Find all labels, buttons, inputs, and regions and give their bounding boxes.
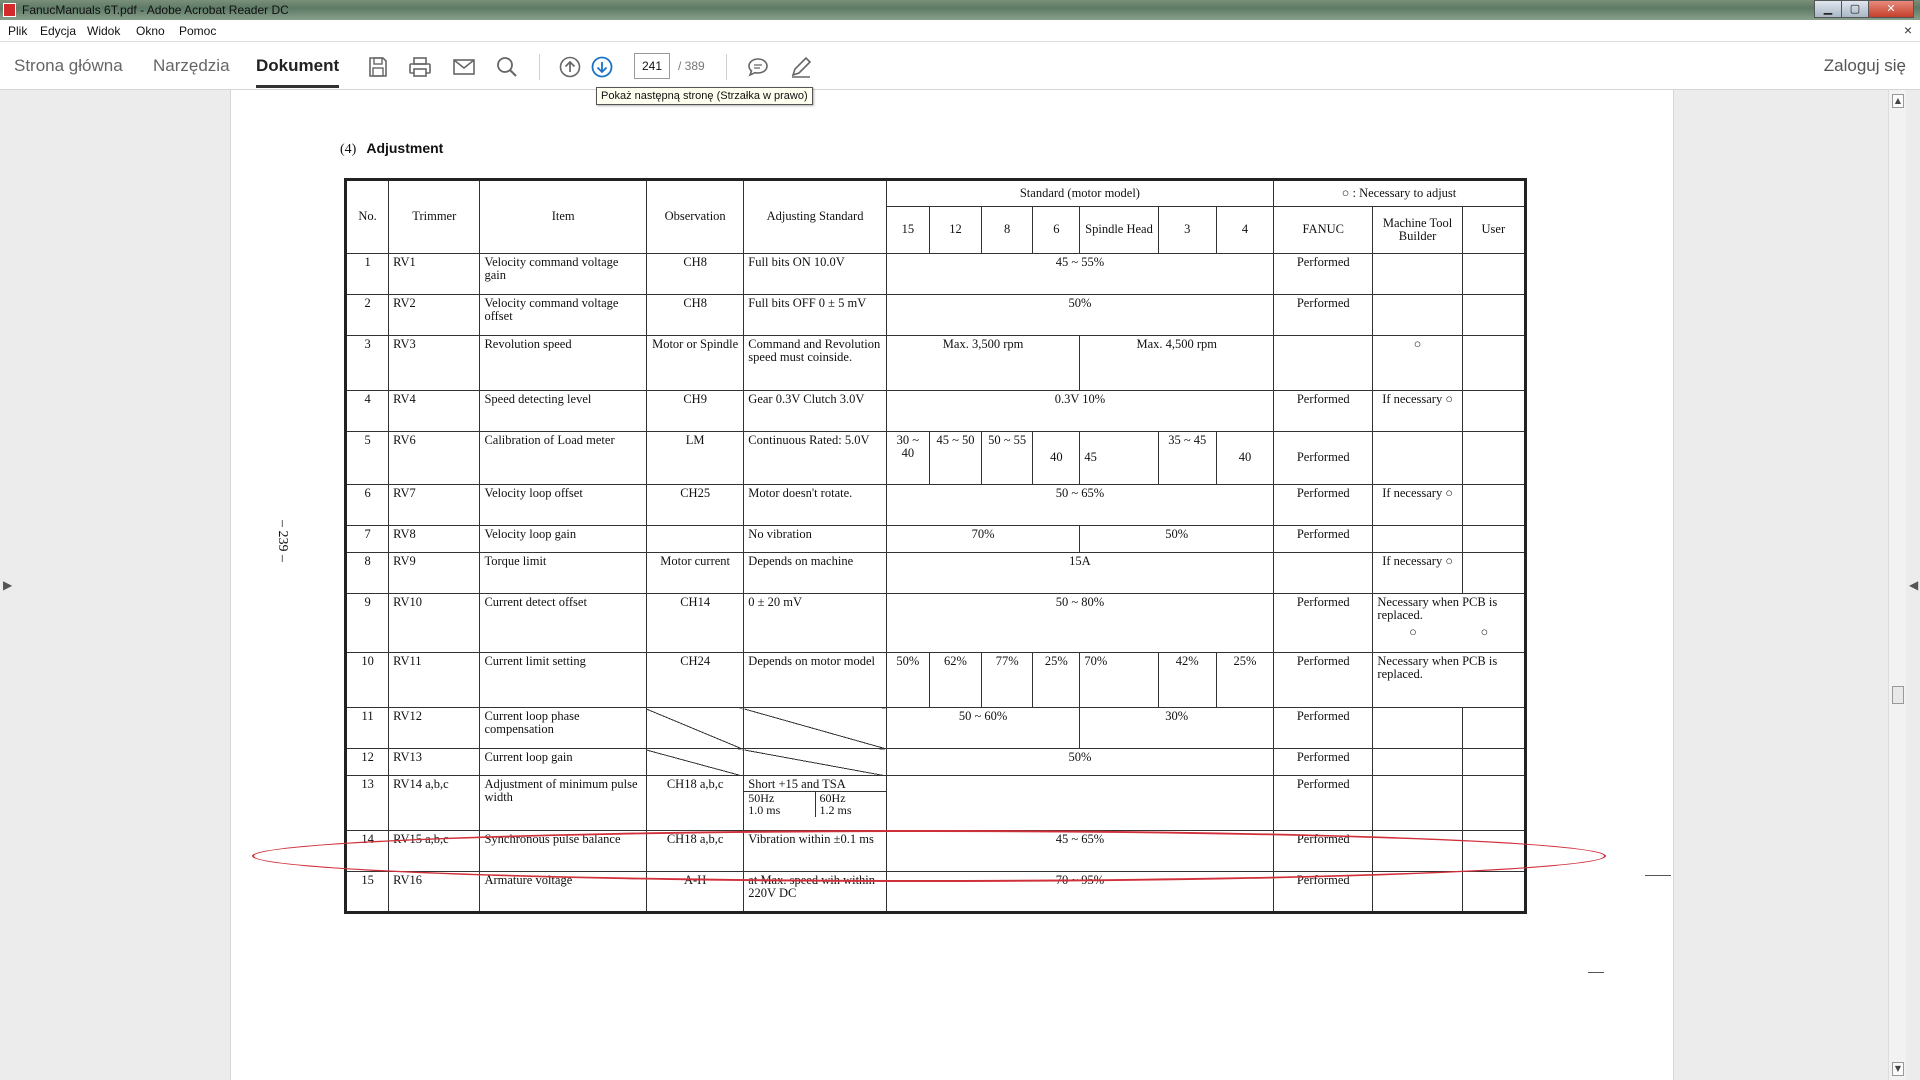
header-model-spindle-head: Spindle Head	[1080, 206, 1158, 253]
cell-mtb-user	[1373, 593, 1526, 652]
cell-value-b: Max. 4,500 rpm	[1080, 335, 1274, 390]
header-model-12: 12	[929, 206, 981, 253]
cell-value-b: 50%	[1080, 525, 1274, 552]
cell-item: Revolution speed	[480, 335, 647, 390]
tab-document[interactable]: Dokument	[256, 56, 340, 75]
cell-fanuc: Performed	[1274, 593, 1373, 652]
search-icon[interactable]	[495, 55, 519, 79]
window-title: FanucManuals 6T.pdf - Adobe Acrobat Reader DC	[22, 3, 289, 17]
cell-fanuc: Performed	[1274, 253, 1373, 294]
cell-user	[1462, 390, 1525, 431]
table-row	[346, 652, 1526, 707]
cell-observation: LM	[646, 431, 743, 484]
page-total: / 389	[678, 59, 705, 73]
cell-fanuc: Performed	[1274, 431, 1373, 484]
menu-file[interactable]: Plik	[8, 24, 28, 38]
header-model-6: 6	[1033, 206, 1080, 253]
cell-observation: Motor or Spindle	[646, 335, 743, 390]
cell-value: 50 ~ 65%	[886, 485, 1273, 526]
cell-fanuc: Performed	[1274, 871, 1373, 912]
cell-no: 1	[346, 253, 389, 294]
cell-standard: Depends on machine	[744, 552, 886, 593]
cell-model-6: 40	[1033, 431, 1080, 484]
table-row	[346, 552, 1526, 593]
cell-item: Velocity command voltage offset	[480, 294, 647, 335]
cell-no: 10	[346, 652, 389, 707]
acrobat-app-icon	[3, 3, 16, 17]
cell-trimmer: RV4	[389, 390, 480, 431]
mtb-mark: ○	[1409, 624, 1417, 639]
cell-standard: Gear 0.3V Clutch 3.0V	[744, 390, 886, 431]
cell-item: Torque limit	[480, 552, 647, 593]
cell-observation-empty	[646, 708, 743, 749]
table-row	[346, 335, 1526, 390]
section-number: (4)	[340, 142, 357, 157]
header-user: User	[1462, 206, 1525, 253]
cell-user	[1462, 871, 1525, 912]
printed-page-number: – 239 –	[275, 520, 290, 562]
cell-user	[1462, 485, 1525, 526]
cell-observation: CH14	[646, 593, 743, 652]
cell-mtb	[1373, 775, 1462, 830]
cell-value: 45 ~ 65%	[886, 830, 1273, 871]
table-row-highlighted	[346, 830, 1526, 871]
close-window-button[interactable]: ✕	[1868, 0, 1914, 18]
pcb-note: Necessary when PCB is replaced.	[1377, 594, 1498, 622]
cell-model-15: 50%	[886, 652, 929, 707]
window-titlebar	[0, 0, 1920, 20]
cell-observation: CH8	[646, 294, 743, 335]
pulse-condition: Short +15 and TSA	[744, 778, 885, 792]
cell-observation: CH18 a,b,c	[646, 775, 743, 830]
cell-no: 2	[346, 294, 389, 335]
cell-trimmer: RV14 a,b,c	[389, 775, 480, 830]
menu-help[interactable]: Pomoc	[179, 24, 217, 38]
minimize-button[interactable]: ▁	[1814, 0, 1842, 18]
cell-value-empty	[886, 775, 1273, 830]
cell-observation: Motor current	[646, 552, 743, 593]
cell-trimmer: RV13	[389, 749, 480, 776]
header-standard-motor-model: Standard (motor model)	[886, 180, 1273, 207]
cell-mtb-user: Necessary when PCB is replaced.	[1373, 652, 1526, 707]
cell-observation: CH24	[646, 652, 743, 707]
header-trimmer: Trimmer	[389, 180, 480, 254]
cell-trimmer: RV7	[389, 485, 480, 526]
cell-model-spindle-head: 45	[1080, 431, 1158, 484]
cell-value: 50 ~ 80%	[886, 593, 1273, 652]
header-model-15: 15	[886, 206, 929, 253]
cell-no: 6	[346, 485, 389, 526]
pulse-width-subtable	[744, 792, 885, 817]
cell-model-3: 42%	[1158, 652, 1216, 707]
cell-value-a: Max. 3,500 rpm	[886, 335, 1080, 390]
margin-mark	[1645, 875, 1671, 876]
cell-mtb	[1373, 708, 1462, 749]
cell-model-6: 25%	[1033, 652, 1080, 707]
cell-no: 4	[346, 390, 389, 431]
print-icon[interactable]	[408, 55, 432, 79]
cell-item: Current loop gain	[480, 749, 647, 776]
vertical-scrollbar[interactable]	[1888, 90, 1906, 1080]
header-machine-tool-builder: Machine Tool Builder	[1373, 206, 1462, 253]
table-row	[346, 253, 1526, 294]
cell-user	[1462, 335, 1525, 390]
cell-mtb	[1373, 871, 1462, 912]
header-no: No.	[346, 180, 389, 254]
adjustment-table	[344, 178, 1527, 914]
header-adjusting-standard: Adjusting Standard	[744, 180, 886, 254]
next-page-icon[interactable]	[590, 55, 614, 79]
section-heading	[340, 140, 443, 158]
table-row	[346, 294, 1526, 335]
maximize-button[interactable]: ▢	[1841, 0, 1869, 18]
cell-value: 70 ~ 95%	[886, 871, 1273, 912]
header-model-3: 3	[1158, 206, 1216, 253]
cell-observation: CH9	[646, 390, 743, 431]
scrollbar-thumb[interactable]	[1892, 686, 1904, 704]
cell-fanuc: Performed	[1274, 525, 1373, 552]
cell-mtb	[1373, 431, 1462, 484]
cell-item: Velocity command voltage gain	[480, 253, 647, 294]
cell-item: Current detect offset	[480, 593, 647, 652]
cell-fanuc: Performed	[1274, 390, 1373, 431]
cell-user	[1462, 775, 1525, 830]
cell-trimmer: RV6	[389, 431, 480, 484]
cell-observation-empty	[646, 749, 743, 776]
cell-mtb	[1373, 253, 1462, 294]
cell-user	[1462, 294, 1525, 335]
cell-user	[1462, 552, 1525, 593]
cell-trimmer: RV15 a,b,c	[389, 830, 480, 871]
cell-no: 7	[346, 525, 389, 552]
cell-no: 8	[346, 552, 389, 593]
cell-model-12: 62%	[929, 652, 981, 707]
cell-mtb	[1373, 525, 1462, 552]
cell-model-spindle-head: 70%	[1080, 652, 1158, 707]
cell-model-15: 30 ~ 40	[886, 431, 929, 484]
cell-trimmer: RV8	[389, 525, 480, 552]
cell-user	[1462, 431, 1525, 484]
cell-value: 15A	[886, 552, 1273, 593]
section-title: Adjustment	[366, 140, 444, 156]
cell-value: 50%	[886, 749, 1273, 776]
cell-trimmer: RV1	[389, 253, 480, 294]
cell-standard: Continuous Rated: 5.0V	[744, 431, 886, 484]
cell-trimmer: RV11	[389, 652, 480, 707]
cell-trimmer: RV3	[389, 335, 480, 390]
hz60-label: 60Hz	[819, 791, 846, 805]
right-panel-toggle-icon[interactable]: ◀	[1909, 578, 1919, 592]
cell-fanuc	[1274, 552, 1373, 593]
cell-mtb: If necessary ○	[1373, 552, 1462, 593]
header-observation: Observation	[646, 180, 743, 254]
menu-window[interactable]: Okno	[136, 24, 165, 38]
header-fanuc: FANUC	[1274, 206, 1373, 253]
hz50-value: 1.0 ms	[744, 804, 815, 817]
table-row	[346, 749, 1526, 776]
cell-user	[1462, 525, 1525, 552]
table-row	[346, 485, 1526, 526]
cell-value: 0.3V 10%	[886, 390, 1273, 431]
hz50-label: 50Hz	[744, 792, 815, 805]
tab-tools[interactable]: Narzędzia	[153, 56, 230, 75]
menu-bar	[0, 20, 1920, 42]
cell-item: Current loop phase compensation	[480, 708, 647, 749]
cell-trimmer: RV10	[389, 593, 480, 652]
toolbar-separator	[726, 54, 727, 80]
cell-observation: CH18 a,b,c	[646, 830, 743, 871]
next-page-tooltip: Pokaż następną stronę (Strzałka w prawo)	[596, 87, 813, 105]
header-model-4: 4	[1216, 206, 1273, 253]
cell-observation: CH25	[646, 485, 743, 526]
cell-mtb	[1373, 830, 1462, 871]
cell-standard-empty	[744, 708, 886, 749]
pen-icon[interactable]	[789, 55, 813, 79]
cell-fanuc	[1274, 335, 1373, 390]
cell-user	[1462, 708, 1525, 749]
table-row	[346, 431, 1526, 484]
cell-no: 14	[346, 830, 389, 871]
cell-user	[1462, 749, 1525, 776]
table-row	[346, 775, 1526, 830]
cell-no: 5	[346, 431, 389, 484]
cell-value-a: 50 ~ 60%	[886, 708, 1080, 749]
cell-item: Current limit setting	[480, 652, 647, 707]
cell-fanuc: Performed	[1274, 652, 1373, 707]
cell-standard: Motor doesn't rotate.	[744, 485, 886, 526]
cell-fanuc: Performed	[1274, 708, 1373, 749]
cell-mtb: If necessary ○	[1373, 390, 1462, 431]
cell-standard: Full bits ON 10.0V	[744, 253, 886, 294]
cell-item: Adjustment of minimum pulse width	[480, 775, 647, 830]
scroll-up-icon[interactable]: ▲	[1892, 94, 1904, 108]
cell-observation	[646, 525, 743, 552]
cell-mtb: If necessary ○	[1373, 485, 1462, 526]
cell-model-4: 40	[1216, 431, 1273, 484]
scroll-down-icon[interactable]: ▼	[1892, 1062, 1904, 1076]
comment-icon[interactable]	[746, 55, 770, 79]
cell-item: Armature voltage	[480, 871, 647, 912]
cell-fanuc: Performed	[1274, 775, 1373, 830]
tab-home[interactable]: Strona główna	[14, 56, 123, 75]
cell-item: Speed detecting level	[480, 390, 647, 431]
table-row	[346, 871, 1526, 912]
cell-standard-empty	[744, 749, 886, 776]
cell-observation: A-H	[646, 871, 743, 912]
table-row	[346, 708, 1526, 749]
window-controls	[1815, 0, 1914, 18]
cell-fanuc: Performed	[1274, 749, 1373, 776]
save-icon[interactable]	[366, 55, 390, 79]
header-item: Item	[480, 180, 647, 254]
cell-user	[1462, 830, 1525, 871]
cell-mtb: ○	[1373, 335, 1462, 390]
cell-standard	[744, 775, 886, 830]
cell-standard: at Max. speed wih within 220V DC	[744, 871, 886, 912]
cell-standard: Full bits OFF 0 ± 5 mV	[744, 294, 886, 335]
cell-no: 13	[346, 775, 389, 830]
cell-standard: Vibration within ±0.1 ms	[744, 830, 886, 871]
cell-user	[1462, 253, 1525, 294]
cell-model-12: 45 ~ 50	[929, 431, 981, 484]
email-icon[interactable]	[452, 55, 476, 79]
cell-observation: CH8	[646, 253, 743, 294]
header-necessary-to-adjust: ○ : Necessary to adjust	[1274, 180, 1526, 207]
table-row	[346, 593, 1526, 652]
cell-standard: No vibration	[744, 525, 886, 552]
cell-model-4: 25%	[1216, 652, 1273, 707]
cell-mtb	[1373, 749, 1462, 776]
menu-view[interactable]: Widok	[87, 24, 121, 38]
user-mark: ○	[1480, 624, 1489, 639]
table-row	[346, 390, 1526, 431]
menu-edit[interactable]: Edycja	[40, 24, 77, 38]
cell-value: 45 ~ 55%	[886, 253, 1273, 294]
cell-trimmer: RV12	[389, 708, 480, 749]
cell-no: 12	[346, 749, 389, 776]
cell-no: 3	[346, 335, 389, 390]
page-number-input[interactable]: 241	[634, 53, 670, 79]
cell-no: 9	[346, 593, 389, 652]
cell-value-b: 30%	[1080, 708, 1274, 749]
previous-page-icon[interactable]	[558, 55, 582, 79]
table-header-row	[346, 180, 1526, 207]
hz60-value: 1.2 ms	[819, 804, 852, 818]
cell-standard: 0 ± 20 mV	[744, 593, 886, 652]
cell-no: 11	[346, 708, 389, 749]
cell-mtb	[1373, 294, 1462, 335]
cell-no: 15	[346, 871, 389, 912]
left-panel-toggle-icon[interactable]: ▶	[3, 578, 13, 592]
table-row	[346, 525, 1526, 552]
cell-standard: Command and Revolution speed must coinside.	[744, 335, 886, 390]
cell-value-a: 70%	[886, 525, 1080, 552]
cell-standard: Depends on motor model	[744, 652, 886, 707]
cell-item: Velocity loop offset	[480, 485, 647, 526]
cell-trimmer: RV16	[389, 871, 480, 912]
header-model-8: 8	[982, 206, 1033, 253]
cell-model-8: 77%	[982, 652, 1033, 707]
close-document-button[interactable]: ×	[1903, 22, 1912, 38]
cell-model-3: 35 ~ 45	[1158, 431, 1216, 484]
login-link[interactable]: Zaloguj się	[1823, 56, 1906, 75]
cell-item: Velocity loop gain	[480, 525, 647, 552]
cell-trimmer: RV2	[389, 294, 480, 335]
toolbar-separator	[539, 54, 540, 80]
margin-mark	[1588, 972, 1604, 973]
cell-fanuc: Performed	[1274, 830, 1373, 871]
main-toolbar	[0, 42, 1920, 90]
cell-trimmer: RV9	[389, 552, 480, 593]
cell-item: Synchronous pulse balance	[480, 830, 647, 871]
cell-fanuc: Performed	[1274, 485, 1373, 526]
cell-model-8: 50 ~ 55	[982, 431, 1033, 484]
cell-item: Calibration of Load meter	[480, 431, 647, 484]
cell-fanuc: Performed	[1274, 294, 1373, 335]
cell-value: 50%	[886, 294, 1273, 335]
